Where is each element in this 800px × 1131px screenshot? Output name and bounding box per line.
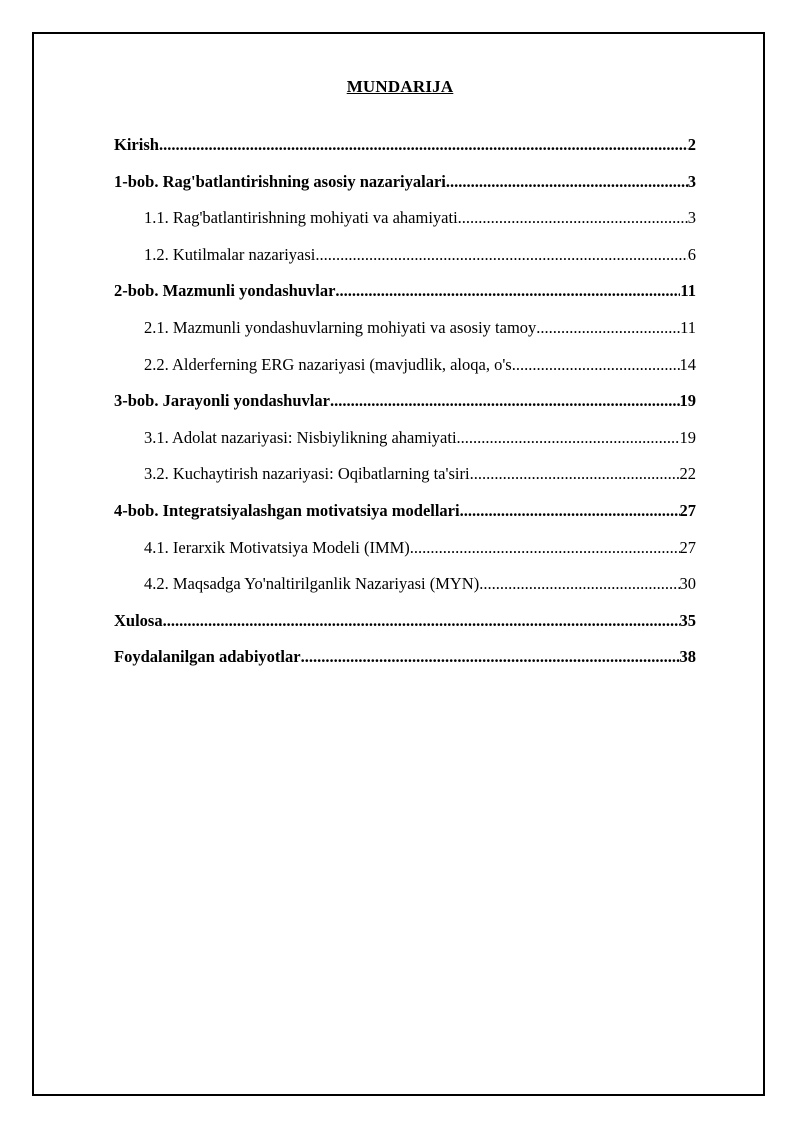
toc-entry-text: 3.2. Kuchaytirish nazariyasi: Oqibatlarning ta'siri (144, 464, 470, 484)
toc-leader-dots (446, 168, 688, 196)
toc-leader-dots (315, 241, 687, 269)
toc-leader-dots (457, 424, 680, 452)
toc-entry-text: 2.2. Alderferning ERG nazariyasi (mavjudlik, aloqa, o's (144, 354, 512, 374)
toc-page-number: 22 (679, 464, 696, 484)
toc-page-number: 2 (687, 135, 696, 154)
toc-leader-dots (470, 460, 680, 488)
toc-entry[interactable] (114, 168, 696, 205)
toc-entry[interactable] (114, 570, 696, 607)
toc-entry[interactable] (114, 241, 696, 278)
toc-entry-text: 3-bob. Jarayonli yondashuvlar (114, 391, 330, 411)
toc-entry[interactable] (114, 314, 696, 351)
toc-leader-dots (512, 351, 680, 379)
toc-page-number: 27 (679, 537, 696, 557)
toc-entry-text: 4.2. Maqsadga Yo'naltirilganlik Nazariyasi (MYN) (144, 574, 480, 594)
toc-entry-text: 1-bob. Rag'batlantirishning asosiy nazariyalari (114, 171, 446, 191)
toc-page-number: 3 (687, 208, 696, 228)
toc-entry[interactable] (114, 351, 696, 388)
toc-page-number: 35 (679, 610, 696, 630)
toc-page-number: 3 (687, 171, 696, 191)
toc-leader-dots (301, 643, 680, 671)
toc-entry[interactable] (114, 460, 696, 497)
toc-title: MUNDARIJA (346, 77, 454, 96)
toc-page-number: 6 (687, 244, 696, 264)
toc-entry-text: 4.1. Ierarxik Motivatsiya Modeli (IMM) (144, 537, 410, 557)
toc-page-number: 19 (679, 391, 696, 411)
toc-entry[interactable] (114, 204, 696, 241)
toc-page-number: 14 (679, 354, 696, 374)
toc-leader-dots (335, 277, 680, 305)
toc-leader-dots (159, 131, 688, 159)
toc-page-number: 11 (680, 317, 696, 337)
toc-entry-text: 3.1. Adolat nazariyasi: Nisbiylikning ahamiyati (144, 427, 457, 447)
toc-entry-text: Kirish (114, 135, 159, 154)
toc-leader-dots (460, 497, 680, 525)
toc-entry[interactable] (114, 607, 696, 644)
toc-entry[interactable] (114, 534, 696, 571)
toc-entry-text: 1.1. Rag'batlantirishning mohiyati va ahamiyati (144, 208, 458, 228)
toc-leader-dots (163, 607, 680, 635)
toc-entry-text: 2.1. Mazmunli yondashuvlarning mohiyati va asosiy tamoy (144, 317, 537, 337)
toc-entry[interactable] (114, 131, 696, 168)
toc-leader-dots (410, 534, 680, 562)
toc-entry[interactable] (114, 497, 696, 534)
toc-entry-text: Xulosa (114, 610, 163, 630)
toc-page-number: 38 (679, 647, 696, 667)
toc-entry[interactable] (114, 643, 696, 680)
toc-leader-dots (479, 570, 679, 598)
toc-entry[interactable] (114, 277, 696, 314)
toc-leader-dots (536, 314, 680, 342)
toc-entry-text: 4-bob. Integratsiyalashgan motivatsiya modellari (114, 500, 460, 520)
toc-entry-text: Foydalanilgan adabiyotlar (114, 647, 301, 667)
toc-entry[interactable] (114, 387, 696, 424)
toc-entry[interactable] (114, 424, 696, 461)
toc-leader-dots (458, 204, 688, 232)
table-of-contents (114, 131, 696, 680)
toc-page-number: 27 (679, 500, 696, 520)
toc-entry-text: 2-bob. Mazmunli yondashuvlar (114, 281, 336, 301)
toc-page-number: 30 (679, 574, 696, 594)
toc-entry-text: 1.2. Kutilmalar nazariyasi (144, 244, 316, 264)
toc-page-number: 19 (679, 427, 696, 447)
toc-page-number: 11 (680, 281, 696, 301)
toc-leader-dots (330, 387, 680, 415)
